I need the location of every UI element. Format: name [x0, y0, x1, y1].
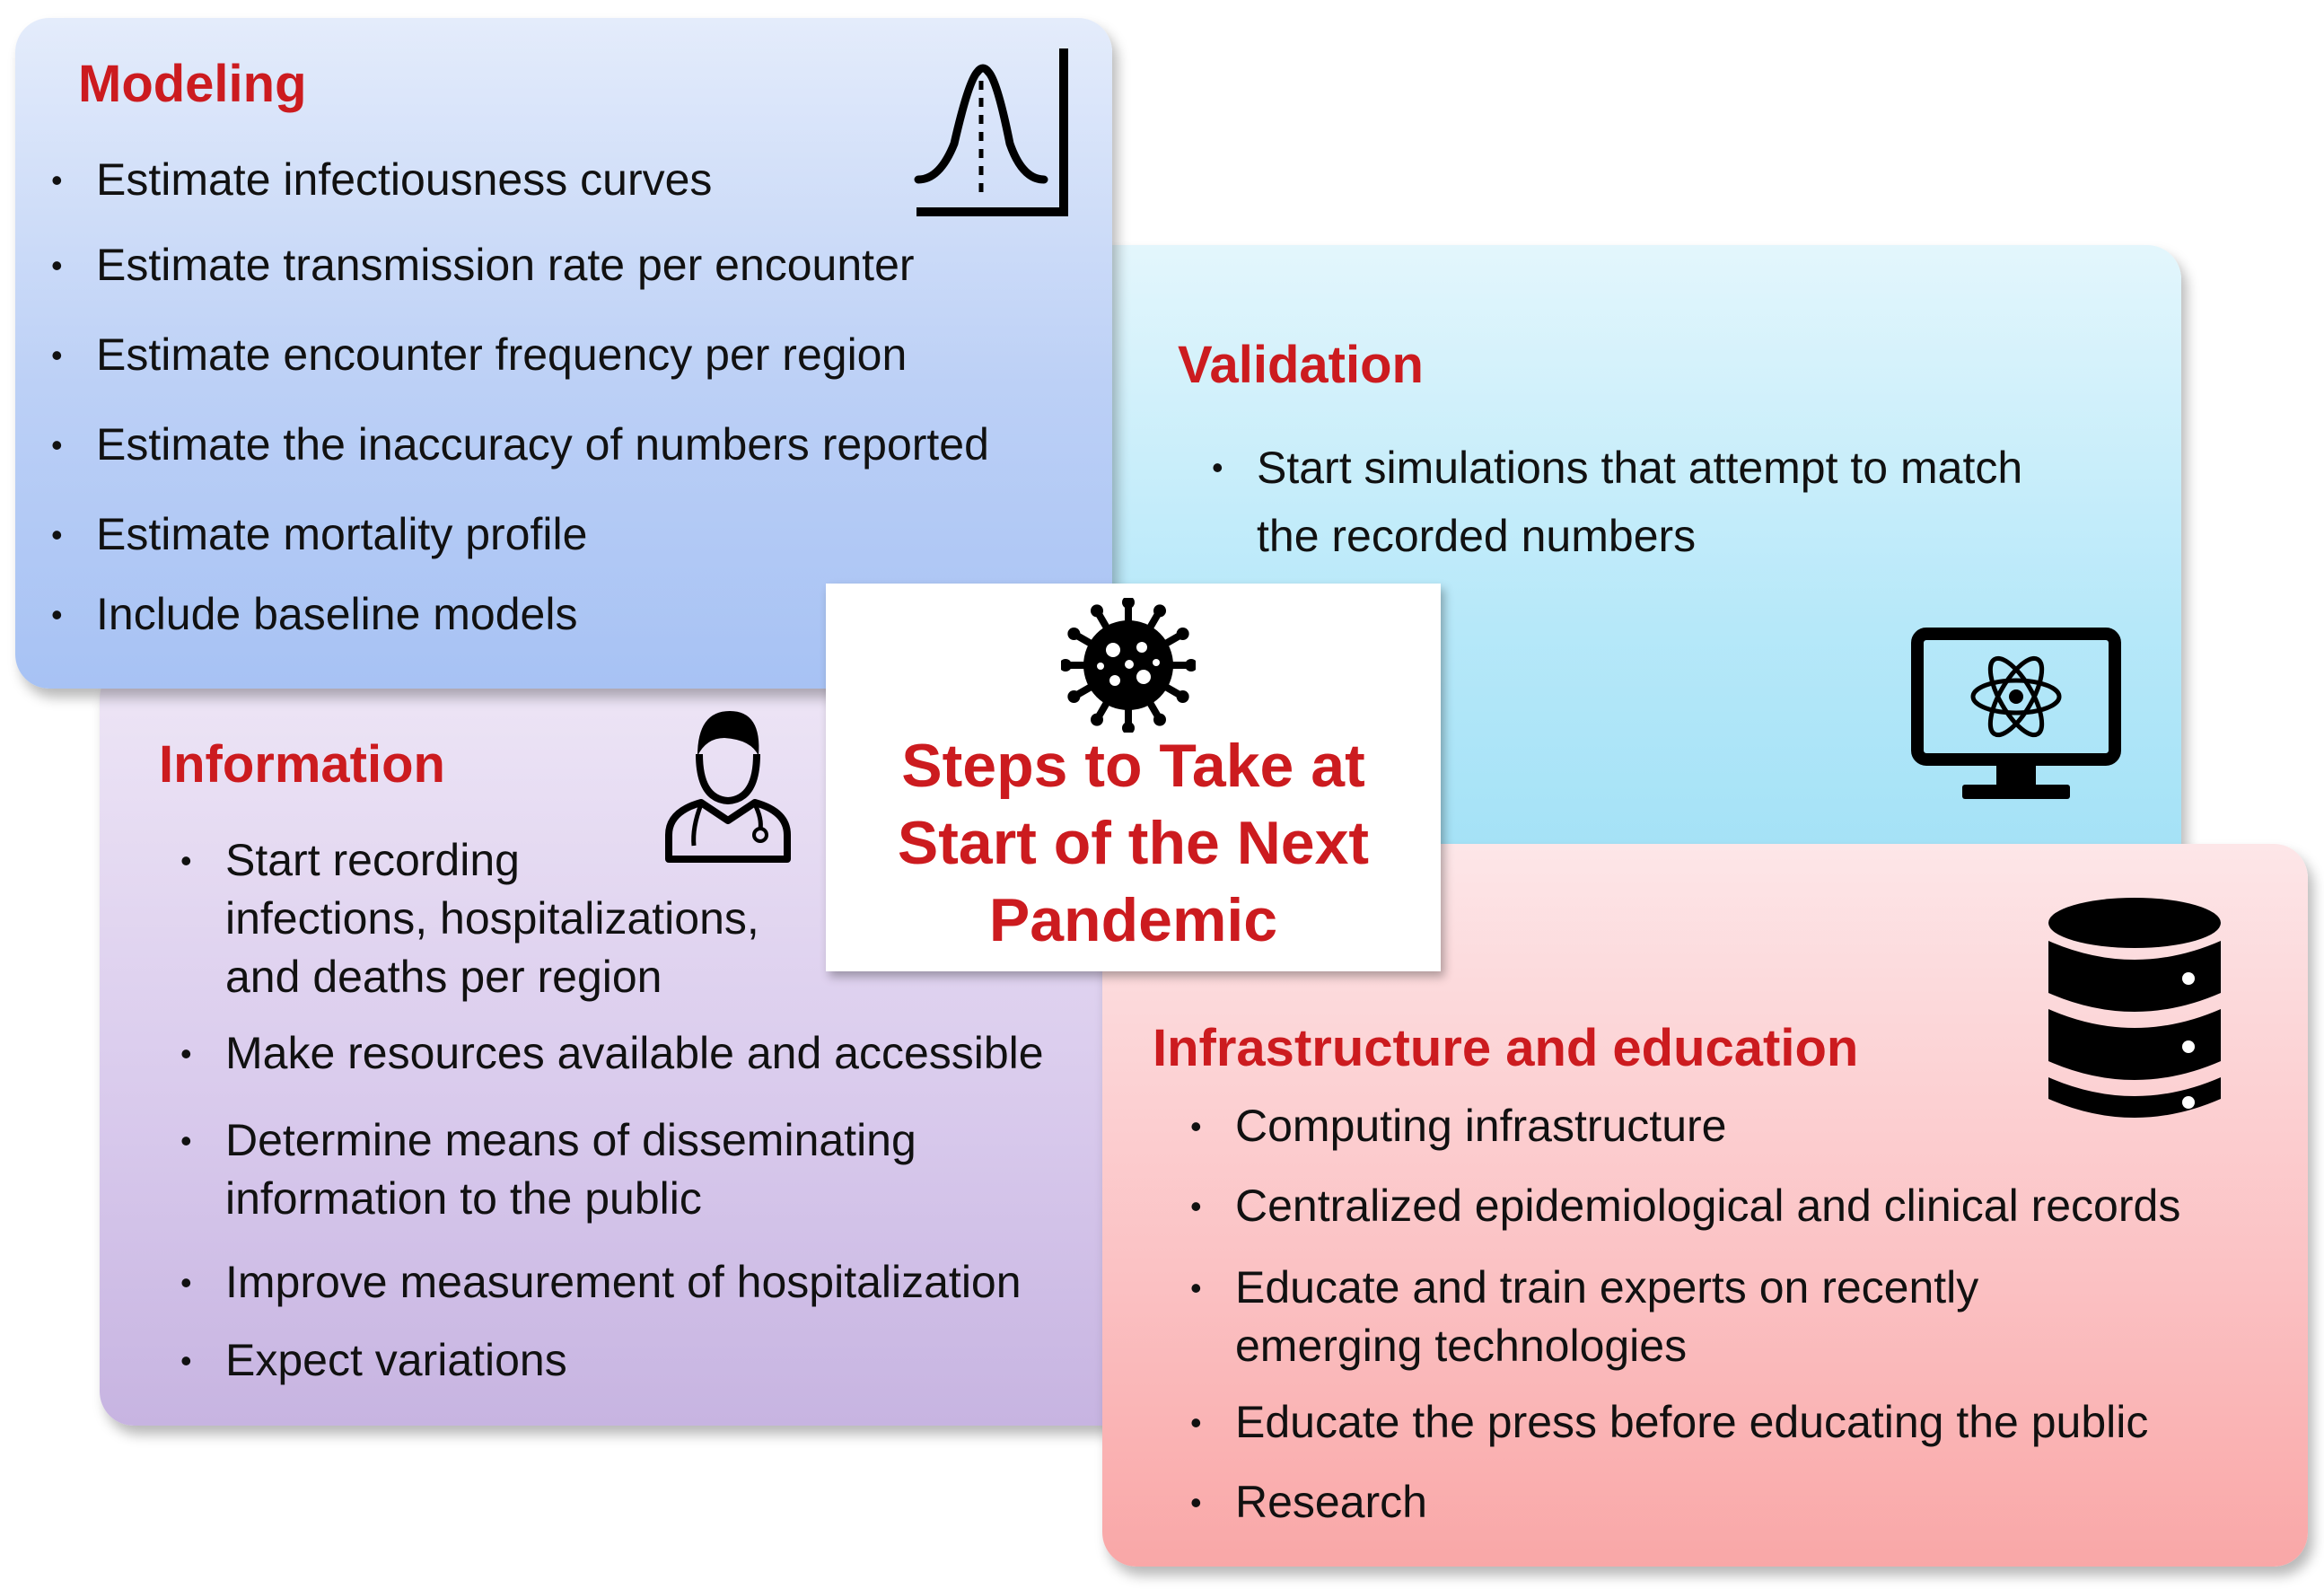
bullet: •	[51, 247, 63, 284]
virus-spike-tip	[1067, 690, 1080, 703]
bullet: •	[51, 162, 63, 198]
virus-spike-tip	[1122, 598, 1135, 609]
bullet: •	[51, 516, 63, 553]
list-item	[145, 1253, 1044, 1312]
virus-spike-tip	[1153, 604, 1166, 617]
bullet: •	[180, 1342, 192, 1379]
list-item-line: Estimate transmission rate per encounter	[96, 240, 915, 290]
list-item-line: information to the public	[225, 1173, 702, 1224]
information-title: Information	[159, 735, 445, 794]
list-item-line: and deaths per region	[225, 952, 662, 1002]
list-item	[1154, 1097, 2180, 1155]
bullet: •	[51, 596, 63, 633]
computer-simulation-icon	[1910, 627, 2122, 806]
bullet: •	[1212, 449, 1223, 486]
list-item-line: Include baseline models	[96, 589, 578, 639]
database-icon	[2045, 896, 2224, 1129]
list-item-line: Make resources available and accessible	[225, 1028, 1044, 1078]
bullet: •	[1190, 1188, 1202, 1225]
virus-spike-tip	[1177, 628, 1189, 640]
list-item-line: Educate and train experts on recently	[1235, 1262, 1979, 1312]
virus-spike-tip	[1067, 628, 1080, 640]
list-item	[15, 505, 989, 564]
bullet: •	[1190, 1484, 1202, 1521]
list-item-line: Centralized epidemiological and clinical records	[1235, 1181, 2181, 1231]
list-item-line: Determine means of disseminating	[225, 1115, 916, 1165]
center-title-line: Pandemic	[988, 886, 1278, 954]
list-item	[1154, 1473, 2180, 1532]
center-title	[826, 727, 1441, 959]
virus-spike-tip	[1153, 714, 1166, 726]
bullet: •	[180, 1122, 192, 1159]
list-item-line: infections, hospitalizations,	[225, 893, 759, 944]
center-title-box	[826, 584, 1441, 971]
list-item	[1176, 434, 2022, 570]
bullet: •	[51, 426, 63, 463]
list-item-line: Expect variations	[225, 1335, 567, 1385]
list-item	[1154, 1177, 2180, 1235]
list-item-line: Start recording	[225, 835, 520, 885]
virus-spike-tip	[1091, 604, 1103, 617]
bullet: •	[51, 337, 63, 373]
bullet: •	[180, 1035, 192, 1072]
list-item-line: Improve measurement of hospitalization	[225, 1257, 1022, 1307]
center-title-line: Start of the Next	[897, 809, 1370, 877]
list-item-line: Estimate the inaccuracy of numbers reported	[96, 419, 989, 470]
list-item-line: Estimate encounter frequency per region	[96, 329, 908, 380]
bullet: •	[1190, 1108, 1202, 1145]
list-item-line: the recorded numbers	[1257, 511, 1697, 561]
validation-list	[1176, 434, 2022, 570]
virus-icon	[1061, 598, 1196, 733]
center-title-line: Steps to Take at	[901, 732, 1365, 800]
bullet: •	[1190, 1269, 1202, 1306]
list-item	[1154, 1259, 2180, 1375]
modeling-title: Modeling	[78, 55, 307, 113]
virus-spike-tip	[1091, 714, 1103, 726]
list-item	[1154, 1393, 2180, 1452]
list-item-line: Estimate infectiousness curves	[96, 154, 713, 205]
infrastructure-list	[1154, 1097, 2180, 1532]
list-item	[15, 326, 989, 384]
list-item-line: Research	[1235, 1477, 1427, 1527]
list-item-line: Computing infrastructure	[1235, 1101, 1727, 1151]
virus-spike-tip	[1061, 659, 1072, 672]
validation-title: Validation	[1178, 336, 1424, 394]
infrastructure-title: Infrastructure and education	[1153, 1019, 1859, 1077]
list-item	[15, 416, 989, 474]
list-item	[145, 1024, 1044, 1083]
list-item	[15, 236, 989, 294]
list-item	[145, 1331, 1044, 1390]
bullet: •	[180, 1264, 192, 1301]
virus-spike-tip	[1185, 659, 1196, 672]
modeling-list	[15, 151, 989, 644]
bullet: •	[180, 842, 192, 879]
list-item-line: Estimate mortality profile	[96, 509, 588, 559]
list-item	[15, 151, 989, 209]
list-item	[145, 1111, 1044, 1228]
bullet: •	[1190, 1404, 1202, 1441]
list-item-line: Educate the press before educating the public	[1235, 1397, 2149, 1447]
list-item-line: Start simulations that attempt to match	[1257, 443, 2023, 493]
list-item-line: emerging technologies	[1235, 1321, 1688, 1371]
virus-spike-tip	[1177, 690, 1189, 703]
